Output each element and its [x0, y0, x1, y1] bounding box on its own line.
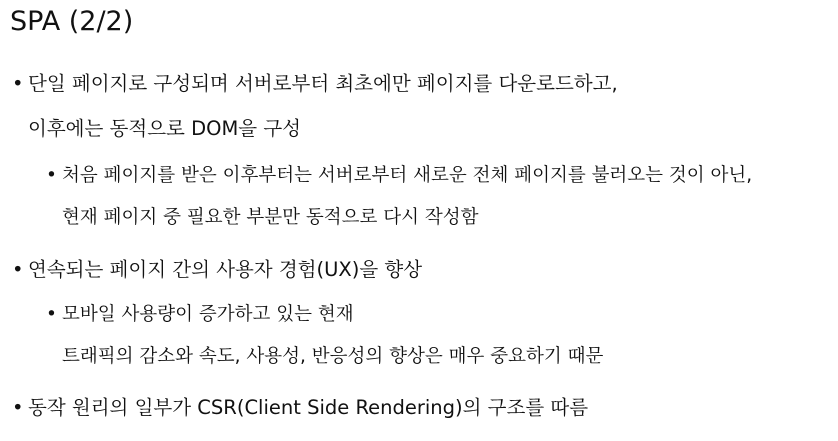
bullet-1-line-1: 단일 페이지로 구성되며 서버로부터 최초에만 페이지를 다운로드하고,	[28, 72, 618, 95]
bullet-icon: •	[46, 304, 57, 325]
bullet-1-1-line-1: 처음 페이지를 받은 이후부터는 서버로부터 새로운 전체 페이지를 불러오는 것이 아닌,	[62, 165, 753, 186]
bullet-icon: •	[12, 72, 24, 95]
bullet-1-1-line-2: 현재 페이지 중 필요한 부분만 동적으로 다시 작성함	[62, 207, 479, 228]
bullet-2-line-1: 연속되는 페이지 간의 사용자 경험(UX)을 향상	[28, 258, 423, 281]
bullet-3-line-1: 동작 원리의 일부가 CSR(Client Side Rendering)의 구조를 따름	[28, 396, 589, 419]
bullet-2-1-line-1: 모바일 사용량이 증가하고 있는 현재	[62, 304, 354, 325]
bullet-icon: •	[12, 396, 24, 419]
bullet-icon: •	[46, 165, 57, 186]
bullet-icon: •	[12, 258, 24, 281]
slide-title: SPA (2/2)	[10, 6, 134, 37]
bullet-2-1-line-2: 트래픽의 감소와 속도, 사용성, 반응성의 향상은 매우 중요하기 때문	[62, 346, 604, 367]
bullet-1-line-2: 이후에는 동적으로 DOM을 구성	[28, 117, 301, 140]
